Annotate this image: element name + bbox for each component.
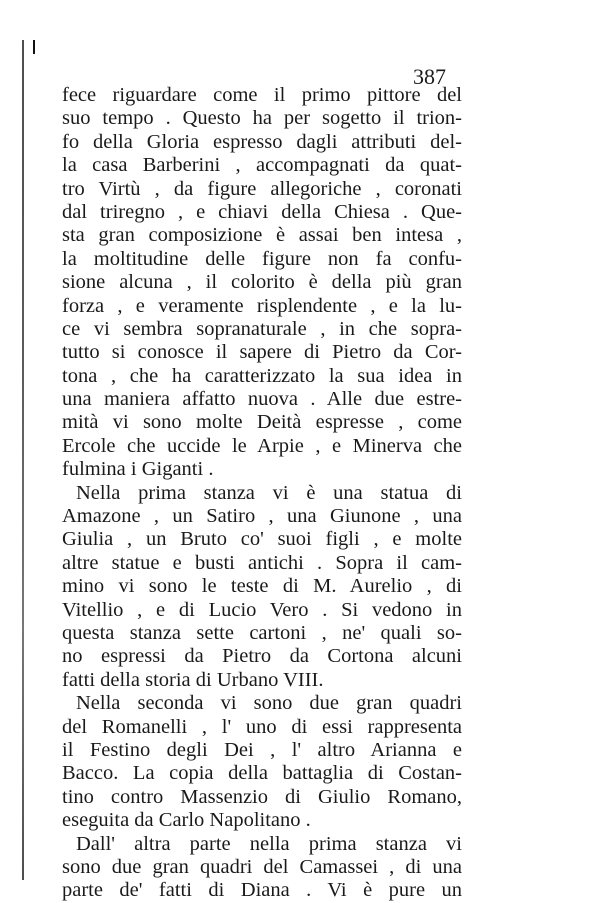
- text-line: Nella seconda vi sono due gran quadri: [76, 692, 462, 715]
- text-line: tino contro Massenzio di Giulio Romano,: [62, 785, 462, 808]
- page-number: 387: [413, 64, 446, 89]
- body-text: [62, 84, 462, 903]
- text-line: Giulia , un Bruto co' suoi figli , e molte: [62, 528, 462, 551]
- text-line: tro Virtù , da figure allegoriche , coronati: [62, 177, 462, 200]
- text-line: parte de' fatti di Diana . Vi è pure un: [62, 879, 462, 902]
- text-line: altre statue e busti antichi . Sopra il cam-: [62, 551, 462, 574]
- text-line: Dall' altra parte nella prima stanza vi: [76, 832, 462, 855]
- text-line: Vitellio , e di Lucio Vero . Si vedono in: [62, 598, 462, 621]
- text-line: ce vi sembra sopranaturale , in che sopra-: [62, 317, 462, 340]
- text-line: Bacco. La copia della battaglia di Costan-: [62, 762, 462, 785]
- text-line: forza , e veramente risplendente , e la lu-: [62, 294, 462, 317]
- margin-mark: [33, 40, 35, 54]
- text-line: eseguita da Carlo Napolitano .: [62, 809, 311, 832]
- text-line: mino vi sono le teste di M. Aurelio , di: [62, 575, 462, 598]
- text-line: sione alcuna , il colorito è della più gran: [62, 271, 462, 294]
- text-line: Nella prima stanza vi è una statua di: [76, 481, 462, 504]
- text-line: fece riguardare come il primo pittore del: [62, 84, 462, 106]
- text-line: Amazone , un Satiro , una Giunone , una: [62, 505, 462, 528]
- text-line: questa stanza sette cartoni , ne' quali so-: [62, 621, 462, 644]
- text-line: sta gran composizione è assai ben intesa ,: [62, 224, 462, 247]
- text-line: sono due gran quadri del Camassei , di una: [62, 855, 462, 878]
- text-line: il Festino degli Dei , l' altro Arianna e: [62, 738, 462, 761]
- text-line: fo della Gloria espresso dagli attributi del-: [62, 130, 462, 153]
- text-line: la moltitudine delle figure non fa confu-: [62, 247, 462, 270]
- text-line: la casa Barberini , accompagnati da quat-: [62, 154, 462, 177]
- text-line: dal triregno , e chiavi della Chiesa . Que-: [62, 200, 462, 223]
- text-line: mità vi sono molte Deità espresse , come: [62, 411, 462, 434]
- page-gutter-edge: [22, 40, 24, 880]
- text-line: suo tempo . Questo ha per sogetto il trion-: [62, 107, 462, 130]
- text-line: una maniera affatto nuova . Alle due estre-: [62, 388, 462, 411]
- text-line: Ercole che uccide le Arpie , e Minerva che: [62, 434, 462, 457]
- text-line: tona , che ha caratterizzato la sua idea in: [62, 364, 462, 387]
- text-line: fatti della storia di Urbano VIII.: [62, 668, 324, 691]
- text-line: tutto si conosce il sapere di Pietro da Cor-: [62, 341, 462, 364]
- text-line: no espressi da Pietro da Cortona alcuni: [62, 645, 462, 668]
- text-line: del Romanelli , l' uno di essi rappresenta: [62, 715, 462, 738]
- text-line: fulmina i Giganti .: [62, 458, 214, 481]
